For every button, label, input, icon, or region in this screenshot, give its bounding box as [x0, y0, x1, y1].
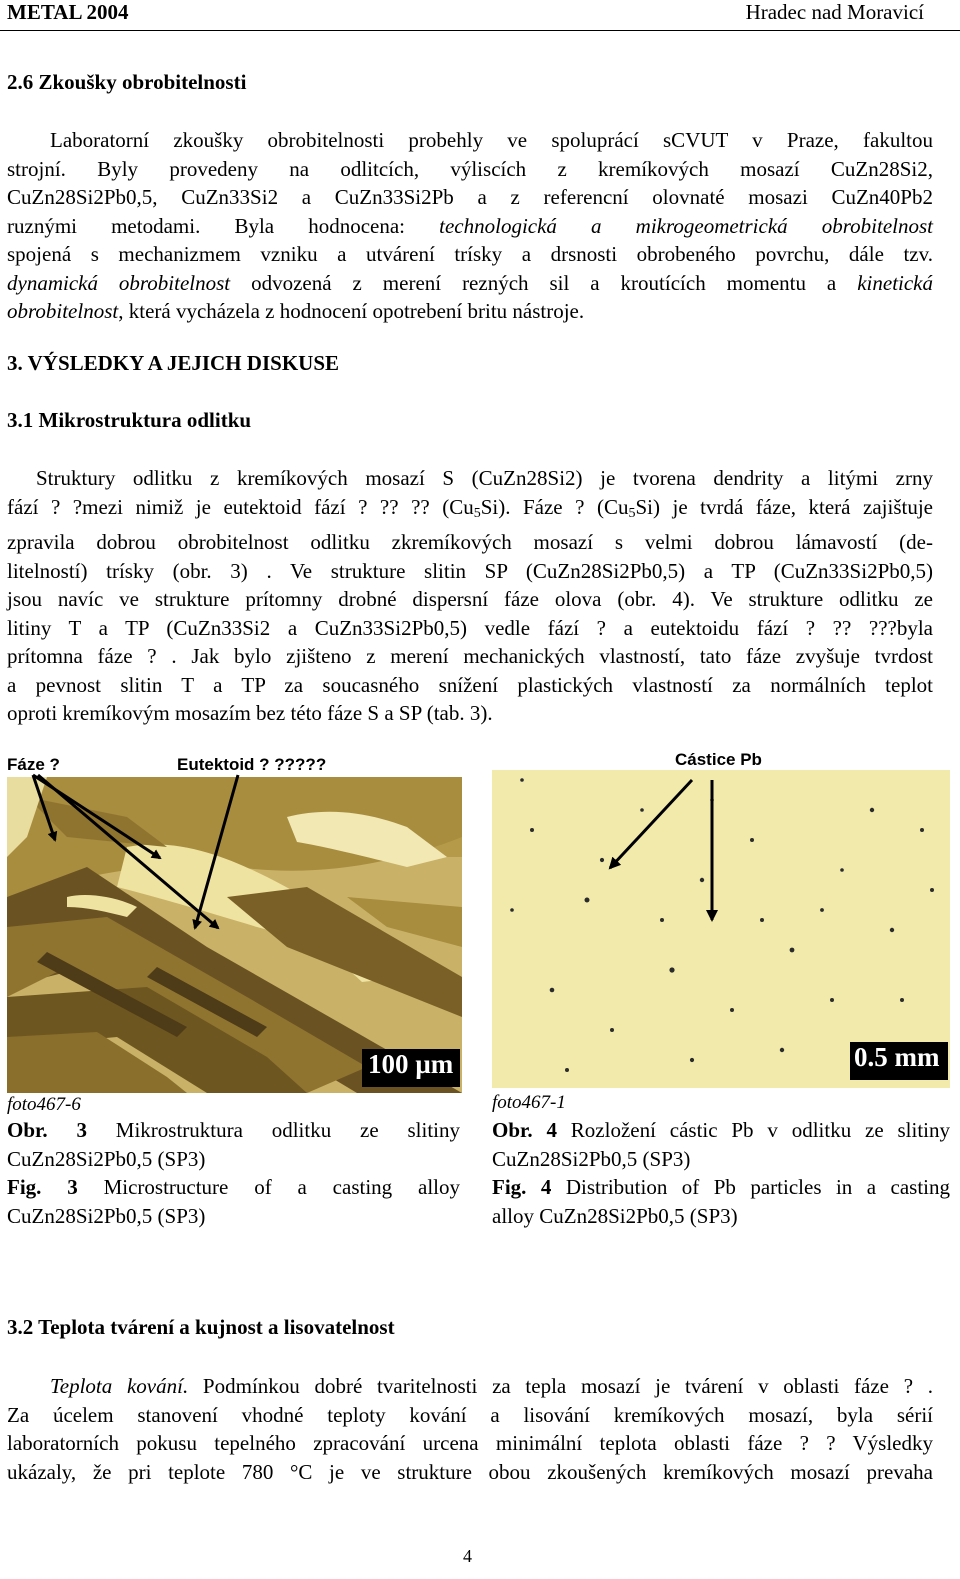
caption-line: CuZn28Si2Pb0,5 (SP3) [492, 1146, 691, 1171]
section-3-2-paragraph [7, 1372, 933, 1486]
figure4-caption [492, 1116, 950, 1230]
figure3-caption [7, 1116, 460, 1230]
paragraph-line: a pevnost slitin T a TP za soucasného snížení plastických vlastností za normálních teplot [7, 672, 933, 697]
paragraph-line: laboratorních pokusu tepelného zpracování urcena minimální teplota oblasti fáze ? ? Výsledky [7, 1431, 933, 1455]
italic-term: dynamická obrobitelnost [7, 270, 231, 295]
paragraph-line: litelností) trísky (obr. 3) . Ve strukture slitin SP (CuZn28Si2Pb0,5) a TP (CuZn33Si2Pb0,5) [7, 558, 933, 583]
section-3-2-heading: 3.2 Teplota tvárení a kujnost a lisovatelnost [7, 1315, 395, 1339]
italic-term: technologická a mikrogeometrická obrobitelnost [439, 213, 934, 238]
paragraph-line: obrobitelnost, která vycházela z hodnocení opotrebení britu nástroje. [7, 299, 585, 323]
italic-term: obrobitelnost [7, 299, 119, 323]
section-3-1-paragraph [7, 464, 933, 728]
figure3-foto-caption: foto467-6 [7, 1094, 81, 1115]
header-rule [0, 30, 960, 31]
italic-term: kinetická [857, 270, 934, 295]
paragraph-line: strojní. Byly provedeny na odlitcích, výliscích z kremíkových mosazí CuZn28Si2, [7, 156, 933, 181]
paragraph-line: spojená s mechanizmem vzniku a utvárení trísky a drsnosti obrobeného povrchu, dále tzv. [7, 242, 933, 266]
section-2-6-heading: 2.6 Zkoušky obrobitelnosti [7, 70, 247, 94]
caption-line: CuZn28Si2Pb0,5 (SP3) [7, 1203, 206, 1228]
paragraph-line: Struktury odlitku z kremíkových mosazí S (CuZn28Si2) je tvorena dendrity a litými zrny [36, 466, 933, 490]
arrow [195, 775, 238, 928]
header-right: Hradec nad Moravicí [745, 0, 924, 24]
caption-line: alloy CuZn28Si2Pb0,5 (SP3) [492, 1203, 738, 1228]
paragraph-line: Laboratorní zkoušky obrobitelnosti probehly ve spoluprácí sCVUT v Praze, fakultou [50, 128, 933, 152]
paragraph-line: ukázaly, že pri teplote 780 °C je ve strukture obou zkoušených kremíkových mosazí prevaha [7, 1459, 933, 1484]
paragraph-line: Za úcelem stanovení vhodné teploty kování a lisování kremíkových mosazí, byla sérií [7, 1402, 933, 1427]
section-3-1-heading: 3.1 Mikrostruktura odlitku [7, 408, 252, 432]
figure3-arrows [0, 740, 480, 940]
paragraph-line: zpravila dobrou obrobitelnost odlitku zkremíkových mosazí s velmi dobrou lámavostí (de- [7, 530, 933, 554]
section-3-heading: 3. VÝSLEDKY A JEJICH DISKUSE [7, 351, 340, 375]
caption-line: Obr. 3 Mikrostruktura odlitku ze slitiny [7, 1118, 460, 1142]
paragraph-line: litiny T a TP (CuZn33Si2 a CuZn33Si2Pb0,5) vedle fází ? a eutektoidu fází ? ?? ???byla [7, 615, 933, 640]
caption-line: Fig. 3 Microstructure of a casting alloy [7, 1175, 460, 1199]
paragraph-line: ruznými metodami. Byla hodnocena: technologická a mikrogeometrická obrobitelnost [7, 213, 934, 238]
figure3-label-faze: Fáze ? [7, 755, 60, 774]
figure4-scale-label: 0.5 mm [854, 1042, 940, 1072]
page-number: 4 [463, 1546, 472, 1566]
paragraph-line: fází ? ?mezi nimiž je eutektoid fází ? ?? ?? $(Cu_5Si)$. Fáze ? $(Cu_5Si)$ je tvrdá fáze, která zajištuje [7, 494, 933, 521]
paragraph-line: prítomna fáze ? . Jak bylo zjišteno z merení mechanických vlastností, tato fáze zvyšuje tvrdost [7, 644, 933, 668]
arrow [610, 780, 692, 868]
paragraph-line: Teplota kování. Podmínkou dobré tvaritelnosti za tepla mosazí je tvárení v oblasti fáze ? . [50, 1374, 933, 1398]
figure3-label-eutektoid: Eutektoid ? ????? [177, 755, 327, 774]
italic-term: Teplota kování. [50, 1374, 189, 1398]
paragraph-line: dynamická obrobitelnost odvozená z merení rezných sil a kroutících momentu a kinetická [7, 270, 934, 295]
arrow [38, 775, 218, 928]
figure3-scale-label: 100 µm [368, 1049, 454, 1079]
figure4-label: Cástice Pb [675, 750, 762, 769]
caption-line: CuZn28Si2Pb0,5 (SP3) [7, 1146, 206, 1171]
header-left: METAL 2004 [7, 0, 129, 24]
caption-line: Fig. 4 Distribution of Pb particles in a casting [492, 1175, 950, 1199]
paragraph-line: CuZn28Si2Pb0,5, CuZn33Si2 a CuZn33Si2Pb a z referencní olovnaté mosazi CuZn40Pb2 [7, 185, 933, 209]
figure4-foto-caption: foto467-1 [492, 1092, 566, 1113]
paragraph-line: oproti kremíkovým mosazím bez této fáze S a SP (tab. 3). [7, 701, 493, 725]
caption-line: Obr. 4 Rozložení cástic Pb v odlitku ze slitiny [492, 1118, 950, 1142]
section-2-6-paragraph [7, 126, 933, 326]
paragraph-line: jsou navíc ve strukture prítomny drobné dispersní fáze olova (obr. 4). Ve strukture odlitku ze [7, 587, 933, 611]
figure4-arrows [480, 760, 740, 930]
